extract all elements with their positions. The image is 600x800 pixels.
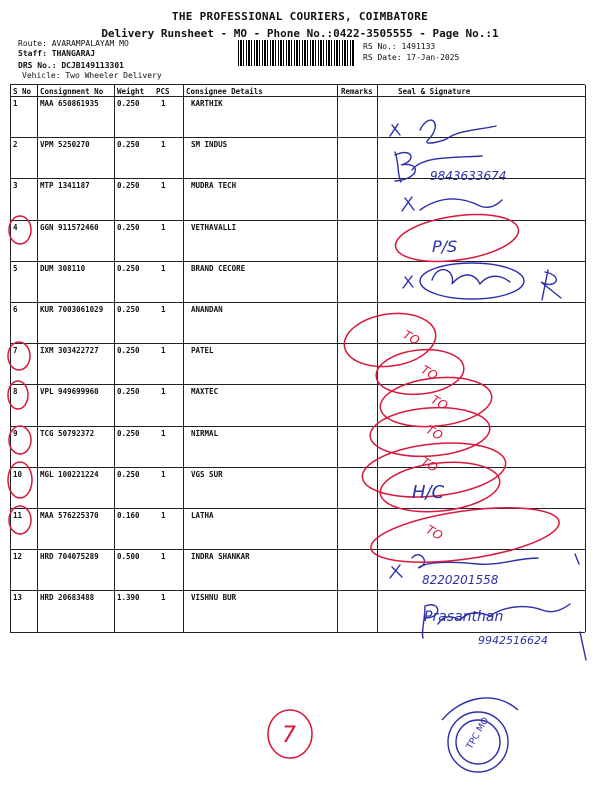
row-consignee: BRAND CECORE	[191, 263, 246, 273]
row-consignment: GGN 911572460	[40, 222, 99, 232]
table-col-rule	[10, 85, 11, 632]
row-pcs: 1	[161, 181, 166, 191]
row-consignment: VPM 5250270	[40, 140, 90, 150]
signature-row3	[402, 197, 414, 211]
row-consignment: KUR 7003061029	[40, 305, 104, 314]
row-weight: 0.160	[117, 511, 140, 520]
rs-number: RS No.: 1491133	[363, 42, 436, 51]
table-col-rule	[337, 85, 338, 632]
signature-row13	[580, 632, 586, 660]
row-weight: 0.250	[117, 99, 140, 108]
row-consignee: MAXTEC	[191, 387, 219, 397]
row-consignee: MUDRA TECH	[191, 181, 237, 191]
row-consignee: ANANDAN	[191, 305, 223, 314]
row-pcs: 1	[161, 140, 166, 150]
signature-row5-loop	[420, 263, 524, 299]
row-weight: 0.500	[117, 552, 140, 562]
row-sno: 3	[13, 181, 18, 191]
row-consignee: INDRA SHANKAR	[191, 552, 250, 562]
row-sno: 13	[13, 593, 23, 603]
row-weight: 0.250	[117, 222, 140, 232]
table-rule	[10, 96, 585, 97]
row-sno: 5	[13, 263, 18, 273]
row-pcs: 1	[161, 222, 166, 232]
row-pcs: 1	[161, 511, 166, 520]
table-rule	[10, 84, 585, 85]
header-consignee: Consignee Details	[186, 87, 263, 96]
handwritten-ps-row4: P/S	[432, 237, 458, 256]
row-weight: 0.250	[117, 469, 140, 479]
red-circle-row4	[393, 208, 522, 269]
signature-row12	[390, 554, 579, 578]
row-pcs: 1	[161, 263, 166, 273]
table-rule	[10, 467, 585, 468]
row-consignment: HRD 20683488	[40, 593, 95, 603]
table-rule	[10, 220, 585, 221]
row-consignment: MGL 100221224	[40, 469, 99, 479]
table-col-rule	[114, 85, 115, 632]
staff-label: Staff: THANGARAJ	[18, 49, 96, 58]
table-rule	[10, 549, 585, 550]
row-weight: 0.250	[117, 140, 140, 150]
red-text-to: TO	[428, 392, 451, 413]
table-rule	[10, 261, 585, 262]
signature-row3	[420, 199, 502, 210]
red-oval-to	[360, 437, 509, 504]
row-sno: 10	[13, 469, 23, 479]
header-weight: Weight	[117, 87, 145, 96]
row-sno: 12	[13, 552, 23, 562]
row-consignment: MTP 1341187	[40, 181, 90, 191]
row-pcs: 1	[161, 387, 166, 397]
row-consignee: VETHAVALLI	[191, 222, 237, 232]
row-sno: 7	[13, 346, 18, 356]
table-rule	[10, 343, 585, 344]
red-oval-to	[374, 346, 466, 399]
table-rule	[10, 590, 585, 591]
office-stamp	[442, 698, 518, 772]
row-pcs: 1	[161, 428, 166, 438]
header-sno: S No	[13, 87, 32, 96]
row-weight: 0.250	[117, 263, 140, 273]
red-text-to: TO	[418, 454, 441, 475]
row-pcs: 1	[161, 552, 166, 562]
header-remarks: Remarks	[341, 87, 373, 96]
row-consignee: KARTHIK	[191, 99, 223, 108]
row-pcs: 1	[161, 593, 166, 603]
red-text-to: TO	[423, 522, 446, 543]
drs-label: DRS No.: DCJB149113301	[18, 61, 124, 70]
handwritten-phone-row2: 9843633674	[430, 169, 507, 183]
row-pcs: 1	[161, 469, 166, 479]
row-sno: 1	[13, 99, 18, 108]
row-consignment: TCG 50792372	[40, 428, 95, 438]
row-weight: 0.250	[117, 387, 140, 397]
table-rule	[10, 384, 585, 385]
barcode	[238, 40, 354, 66]
table-rule	[10, 178, 585, 179]
row-pcs: 1	[161, 305, 166, 314]
row-sno: 9	[13, 428, 18, 438]
signature-row1	[420, 120, 496, 143]
row-weight: 0.250	[117, 305, 140, 314]
row-sno: 4	[13, 222, 18, 232]
red-text-to: TO	[400, 327, 423, 348]
row-consignment: HRD 704075289	[40, 552, 99, 562]
company-title: THE PROFESSIONAL COURIERS, COIMBATORE	[171, 10, 429, 23]
red-oval-to	[378, 372, 494, 431]
vehicle-label: Vehicle: Two Wheeler Delivery	[22, 71, 162, 80]
red-circle-total	[268, 710, 312, 758]
table-rule	[10, 137, 585, 138]
row-consignment: VPL 949699960	[40, 387, 99, 397]
handwritten-total-count: 7	[282, 723, 296, 748]
row-consignment: DUM 308110	[40, 263, 86, 273]
table-col-rule	[183, 85, 184, 632]
row-weight: 1.390	[117, 593, 140, 603]
route-label: Route: AVARAMPALAYAM MO	[18, 39, 129, 48]
runsheet-title: Delivery Runsheet - MO - Phone No.:0422-3505555 - Page No.:1	[101, 27, 499, 40]
row-weight: 0.250	[117, 346, 140, 356]
header-pcs: PCS	[156, 87, 170, 96]
red-text-to: TO	[423, 422, 446, 443]
red-circle-sno-7	[8, 342, 30, 370]
row-consignee: LATHA	[191, 511, 214, 520]
table-rule	[10, 508, 585, 509]
row-consignment: IXM 303422727	[40, 346, 99, 356]
handwritten-phone-row13: 9942516624	[478, 634, 548, 647]
row-weight: 0.250	[117, 181, 140, 191]
rs-date: RS Date: 17-Jan-2025	[363, 53, 460, 62]
row-sno: 2	[13, 140, 18, 150]
handwritten-name-row13: Prasanthan	[424, 609, 504, 625]
handwritten-hc-row10: H/C	[412, 482, 445, 503]
row-consignee: NIRMAL	[191, 428, 219, 438]
row-sno: 8	[13, 387, 18, 397]
table-rule	[10, 426, 585, 427]
row-consignee: VISHNU BUR	[191, 593, 237, 603]
signature-row1	[390, 124, 400, 136]
row-pcs: 1	[161, 346, 166, 356]
header-consignment: Consignment No	[40, 87, 104, 96]
row-consignment: MAA 650861935	[40, 99, 99, 108]
signature-row5	[432, 270, 561, 300]
red-oval-to	[368, 498, 563, 572]
header-seal-signature: Seal & Signature	[398, 87, 471, 96]
row-weight: 0.250	[117, 428, 140, 438]
row-consignment: MAA 576225370	[40, 511, 99, 520]
row-pcs: 1	[161, 99, 166, 108]
handwritten-phone-row12: 8220201558	[422, 573, 499, 587]
red-text-to: TO	[418, 362, 441, 383]
table-col-rule	[377, 85, 378, 632]
row-sno: 11	[13, 511, 23, 520]
row-consignee: PATEL	[191, 346, 214, 356]
signature-row5	[403, 276, 413, 288]
table-rule	[10, 632, 585, 633]
red-oval-to	[368, 404, 491, 460]
row-consignee: SM INDUS	[191, 140, 228, 150]
table-rule	[10, 302, 585, 303]
table-col-rule	[585, 85, 586, 632]
row-sno: 6	[13, 305, 18, 314]
red-oval-to	[341, 308, 439, 372]
stamp-text: TPC MO	[465, 715, 492, 752]
row-consignee: VGS SUR	[191, 469, 223, 479]
table-col-rule	[37, 85, 38, 632]
